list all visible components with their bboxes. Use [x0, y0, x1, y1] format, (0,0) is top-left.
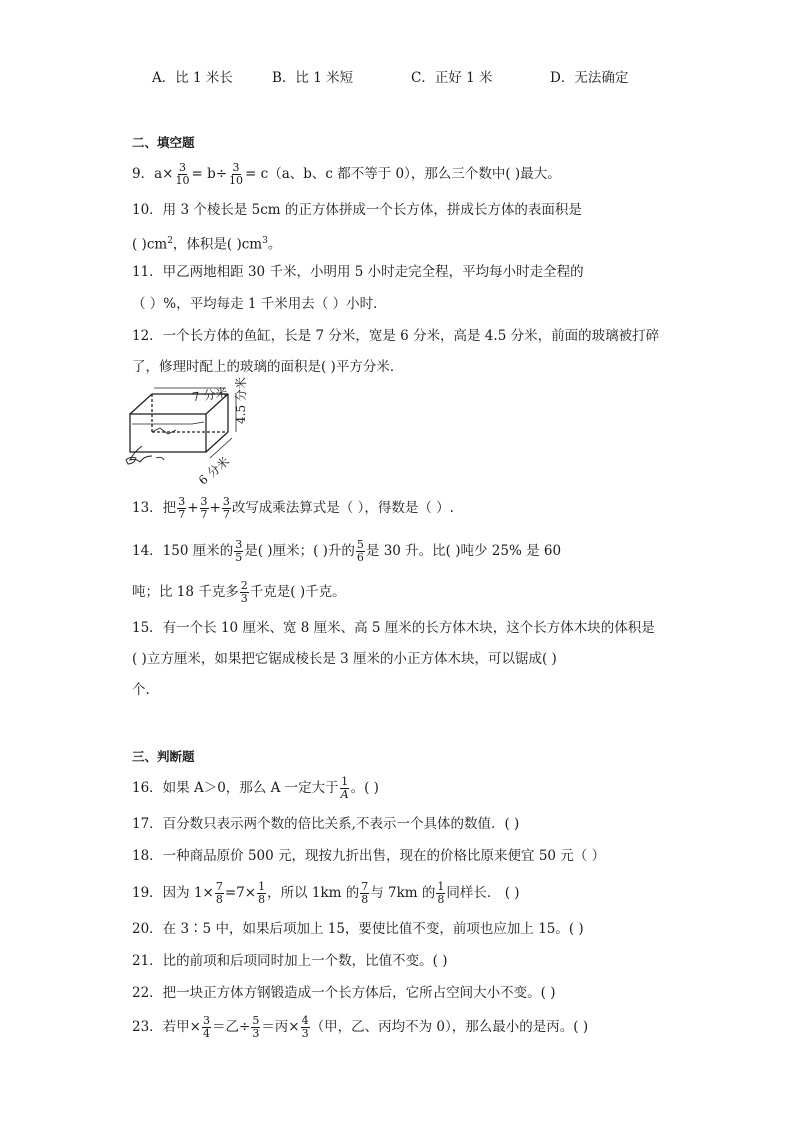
fraction: $\frac{3}{5}$ — [235, 538, 243, 564]
question-13: 13．把 $\frac{3}{7}$ + $\frac{3}{7}$ + $\frac{3}{7}$ 改写成乘法算式是（ ），得数是（ ）. — [132, 495, 454, 521]
question-21: 21．比的前项和后项同时加上一个数，比值不变。( ) — [132, 953, 448, 969]
fraction: $\frac{1}{A}$ — [340, 775, 349, 801]
choice-c: C．正好 1 米 — [411, 70, 493, 86]
choice-a: A．比 1 米长 — [152, 70, 233, 86]
question-20: 20．在 3∶5 中，如果后项加上 15，要使比值不变，前项也应加上 15。( ) — [132, 921, 584, 937]
question-14-line1: 14．150 厘米的 $\frac{3}{5}$ 是( )厘米；( )升的 $\frac{5}{6}$ 是 30 升。比( )吨少 25% 是 60 — [132, 538, 562, 564]
fraction: $\frac{7}{8}$ — [215, 880, 223, 906]
question-10-line2: ( )$cm^2$，体积是( )$cm^3$。 — [132, 236, 282, 253]
question-11-line1: 11．甲乙两地相距 30 千米，小明用 5 小时走完全程，平均每小时走全程的 — [132, 264, 584, 280]
fraction: $\frac{3}{4}$ — [203, 1014, 210, 1040]
fraction: $\frac{4}{3}$ — [301, 1014, 309, 1040]
question-18: 18．一种商品原价 500 元，现按九折出售，现在的价格比原来便宜 50 元（ ） — [132, 848, 606, 864]
question-10-line1: 10．用 3 个棱长是 5cm 的正方体拼成一个长方体，拼成长方体的表面积是 — [132, 202, 582, 218]
tank-width-label: 6 分米 — [195, 454, 233, 488]
fraction: $\frac{3}{7}$ — [178, 495, 186, 521]
fraction: $\frac{2}{3}$ — [240, 579, 248, 605]
question-12-line2: 了，修理时配上的玻璃的面积是( )平方分米． — [132, 359, 404, 375]
tank-length-label: 7 分米 — [191, 385, 229, 405]
question-23: 23．若甲× $\frac{3}{4}$ ＝乙÷ $\frac{5}{3}$ ＝丙× $\frac{4}{3}$ （甲，乙、丙均不为 0），那么最小的是丙。( ) — [132, 1014, 589, 1040]
fraction: $\frac{3}{10}$ — [229, 161, 244, 187]
choice-d: D．无法确定 — [550, 70, 629, 86]
fraction: $\frac{3}{7}$ — [222, 495, 230, 521]
section-title-true-false: 三、判断题 — [132, 749, 195, 764]
question-16: 16．如果 A＞0，那么 A 一定大于 $\frac{1}{A}$ 。( ) — [132, 775, 379, 801]
question-15-line1: 15．有一个长 10 厘米、宽 8 厘米、高 5 厘米的长方体木块，这个长方体木块的体积是 — [132, 620, 655, 636]
question-19: 19．因为 1× $\frac{7}{8}$ =7× $\frac{1}{8}$ ，所以 1km 的 $\frac{7}{8}$ 与 7km 的 $\frac{1}{8}$ 同样长． ( ) — [132, 880, 520, 906]
fraction: $\frac{5}{3}$ — [252, 1014, 260, 1040]
fraction: $\frac{1}{8}$ — [258, 880, 266, 906]
fraction: $\frac{3}{10}$ — [175, 161, 190, 187]
section-title-fill-in: 二、填空题 — [132, 135, 195, 150]
question-11-line2: （ ）%，平均每走 1 千米用去（ ）小时． — [132, 296, 387, 312]
question-15-line3: 个. — [132, 682, 150, 698]
question-14-line2: 吨；比 18 千克多 $\frac{2}{3}$ 千克是( )千克。 — [132, 579, 346, 605]
tank-height-label: 4.5 分米 — [234, 377, 248, 424]
question-12-line1: 12．一个长方体的鱼缸，长是 7 分米，宽是 6 分米，高是 4.5 分米，前面的玻璃被打碎 — [132, 328, 660, 344]
fraction: $\frac{1}{8}$ — [437, 880, 445, 906]
fraction: $\frac{7}{8}$ — [361, 880, 369, 906]
question-22: 22．把一块正方体方钢锻造成一个长方体后，它所占空间大小不变。( ) — [132, 985, 556, 1001]
choice-b: B．比 1 米短 — [272, 70, 354, 86]
fraction: $\frac{3}{7}$ — [200, 495, 208, 521]
fraction: $\frac{5}{6}$ — [356, 538, 364, 564]
question-9: 9．a× $\frac{3}{10}$ = b÷ $\frac{3}{10}$ = c（a、b、c 都不等于 0），那么三个数中( )最大。 — [132, 161, 561, 187]
question-15-line2: ( )立方厘米，如果把它锯成棱长是 3 厘米的小正方体木块，可以锯成( ) — [132, 651, 557, 667]
question-17: 17．百分数只表示两个数的倍比关系,不表示一个具体的数值．( ) — [132, 816, 520, 832]
